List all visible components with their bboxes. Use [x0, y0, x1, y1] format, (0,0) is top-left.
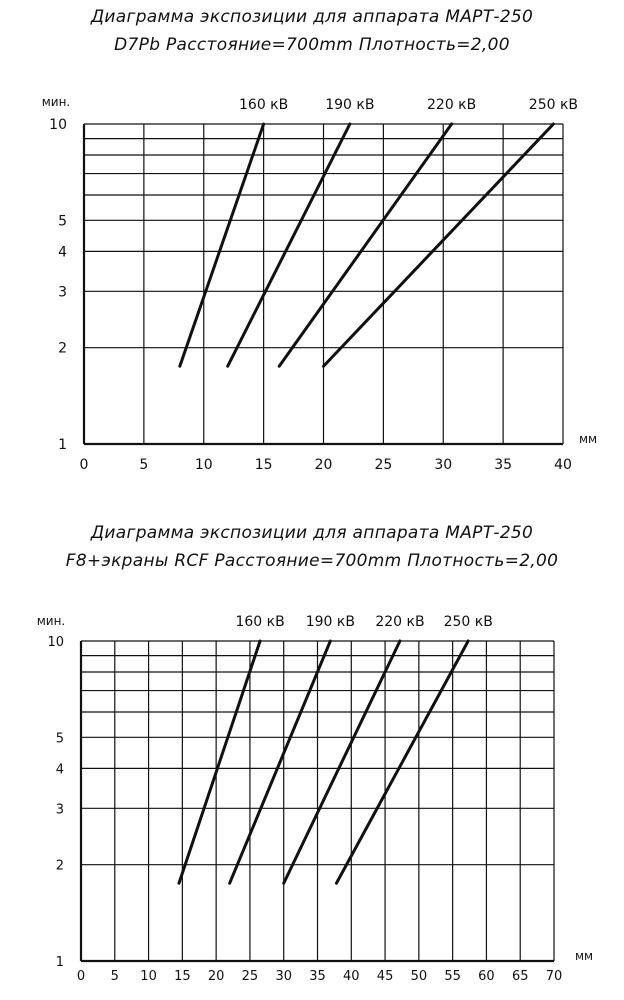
- x-tick-label: 20: [314, 457, 333, 473]
- y-tick-label: 2: [55, 858, 64, 874]
- x-tick-label: 0: [76, 969, 86, 984]
- x-tick-label: 15: [254, 457, 273, 473]
- x-tick-label: 10: [194, 457, 213, 473]
- series-line: [179, 641, 260, 883]
- series-label: 160 кВ: [239, 97, 289, 113]
- chart2-subtitle: F8+экраны RCF Расстояние=700mm Плотность=2,00: [65, 551, 559, 571]
- series-label: 190 кВ: [325, 97, 375, 113]
- y-tick-label: 5: [55, 731, 64, 747]
- series-label: 160 кВ: [235, 614, 285, 630]
- series-line: [336, 641, 468, 883]
- x-tick-label: 40: [343, 969, 360, 984]
- series-label: 220 кВ: [427, 97, 477, 113]
- series-line: [284, 641, 400, 883]
- y-tick-label: 4: [55, 762, 64, 778]
- y-tick-label: 4: [58, 244, 67, 261]
- y-tick-label: 1: [58, 437, 67, 453]
- x-tick-label: 35: [309, 969, 326, 984]
- x-tick-label: 25: [241, 969, 259, 984]
- x-tick-label: 70: [545, 969, 563, 984]
- x-axis-label: мм: [578, 432, 598, 446]
- x-tick-label: 50: [410, 969, 428, 984]
- x-tick-label: 20: [207, 969, 225, 984]
- chart1-title: Диаграмма экспозиции для аппарата МАРТ-250: [90, 7, 534, 27]
- y-tick-label: 10: [47, 635, 64, 650]
- chart2-title: Диаграмма экспозиции для аппарата МАРТ-250: [90, 523, 534, 543]
- x-tick-label: 5: [110, 969, 119, 984]
- x-axis-label: мм: [574, 949, 594, 963]
- series-label: 190 кВ: [305, 614, 355, 630]
- y-axis-label: мин.: [36, 614, 66, 628]
- x-tick-label: 0: [79, 457, 89, 473]
- x-tick-label: 55: [444, 969, 461, 984]
- chart1-subtitle: D7Pb Расстояние=700mm Плотность=2,00: [114, 35, 510, 55]
- x-tick-label: 35: [494, 457, 513, 473]
- y-tick-label: 1: [55, 955, 64, 970]
- series-label: 250 кВ: [443, 614, 493, 630]
- x-tick-label: 45: [376, 969, 394, 984]
- x-tick-label: 10: [140, 969, 157, 984]
- x-tick-label: 30: [434, 457, 453, 473]
- y-tick-label: 3: [58, 284, 67, 301]
- series-label: 250 кВ: [528, 97, 579, 113]
- x-tick-label: 30: [275, 969, 292, 984]
- y-tick-label: 2: [58, 340, 67, 357]
- x-tick-label: 5: [139, 457, 149, 473]
- x-tick-label: 40: [554, 457, 572, 473]
- series-line: [230, 641, 331, 883]
- x-tick-label: 60: [478, 969, 495, 984]
- y-axis-label: мин.: [41, 95, 71, 109]
- y-tick-label: 5: [58, 213, 67, 230]
- x-tick-label: 25: [374, 457, 393, 473]
- series-label: 220 кВ: [375, 614, 425, 630]
- x-tick-label: 15: [174, 969, 191, 984]
- y-tick-label: 10: [49, 117, 67, 133]
- x-tick-label: 65: [511, 969, 529, 984]
- y-tick-label: 3: [55, 802, 64, 818]
